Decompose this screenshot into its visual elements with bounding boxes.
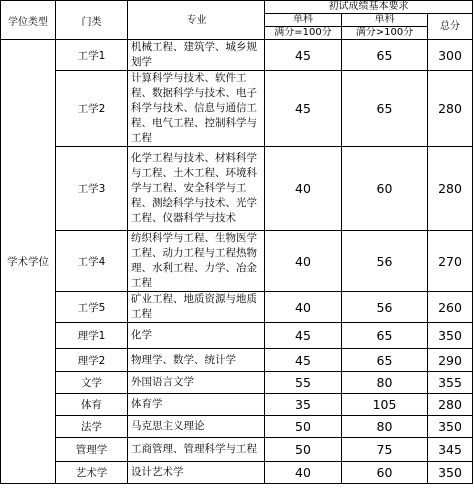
score-100-cell: 50 [265,438,342,462]
score-gt100-cell: 65 [342,71,428,147]
category-cell: 法学 [56,416,128,438]
table-row [1,416,473,438]
table-row [1,462,473,484]
score-gt100-cell: 80 [342,372,428,394]
table-row [1,438,473,462]
score-100-cell: 35 [265,394,342,416]
majors-cell: 体育学 [128,394,265,416]
category-cell: 体育 [56,394,128,416]
category-cell: 工学1 [56,40,128,71]
total-cell: 280 [428,394,473,416]
score-gt100-cell: 105 [342,394,428,416]
score-100-cell: 40 [265,462,342,484]
majors-cell: 机械工程、建筑学、城乡规划学 [128,40,265,71]
category-cell: 理学1 [56,323,128,349]
category-cell: 工学2 [56,71,128,147]
majors-cell: 设计艺术学 [128,462,265,484]
header-single-subject-1: 单科 [265,14,342,27]
total-cell: 350 [428,416,473,438]
category-cell: 工学3 [56,147,128,231]
total-cell: 345 [428,438,473,462]
category-cell: 工学4 [56,231,128,292]
table-row [1,349,473,372]
total-cell: 260 [428,292,473,323]
score-100-cell: 55 [265,372,342,394]
total-cell: 350 [428,323,473,349]
score-100-cell: 45 [265,40,342,71]
score-gt100-cell: 75 [342,438,428,462]
header-single-subject-2: 单科 [342,14,428,27]
category-cell: 工学5 [56,292,128,323]
majors-cell: 马克思主义理论 [128,416,265,438]
score-100-cell: 40 [265,231,342,292]
majors-cell: 计算科学与技术、软件工程、数据科学与技术、电子科学与技术、信息与通信工程、电气工程、控制科学与工程 [128,71,265,147]
table-row [1,40,473,71]
total-cell: 350 [428,462,473,484]
degree-type-cell: 学术学位 [1,40,56,484]
majors-cell: 外国语言文学 [128,372,265,394]
header-requirement-group: 初试成绩基本要求 [265,1,473,14]
majors-cell: 化学工程与技术、材料科学与工程、土木工程、环境科学与工程、安全科学与工程、测绘科学与技术、光学工程、仪器科学与技术 [128,147,265,231]
header-full-score-gt100: 满分>100分 [342,27,428,40]
score-gt100-cell: 60 [342,147,428,231]
header-full-score-100: 满分=100分 [265,27,342,40]
score-gt100-cell: 60 [342,462,428,484]
total-cell: 300 [428,40,473,71]
header-category: 门类 [56,1,128,40]
score-100-cell: 40 [265,292,342,323]
total-cell: 270 [428,231,473,292]
majors-cell: 工商管理、管理科学与工程 [128,438,265,462]
table-row [1,231,473,292]
score-gt100-cell: 56 [342,292,428,323]
majors-cell: 纺织科学与工程、生物医学工程、动力工程与工程热物理、水利工程、力学、冶金工程 [128,231,265,292]
score-100-cell: 50 [265,416,342,438]
total-cell: 280 [428,147,473,231]
header-major: 专业 [128,1,265,40]
majors-cell: 矿业工程、地质资源与地质工程 [128,292,265,323]
total-cell: 290 [428,349,473,372]
table-row [1,292,473,323]
majors-cell: 物理学、数学、统计学 [128,349,265,372]
score-gt100-cell: 65 [342,323,428,349]
majors-cell: 化学 [128,323,265,349]
table-row [1,323,473,349]
header-degree-type: 学位类型 [1,1,56,40]
total-cell: 355 [428,372,473,394]
header-row-1 [1,1,473,14]
header-total: 总分 [428,14,473,40]
score-gt100-cell: 80 [342,416,428,438]
category-cell: 文学 [56,372,128,394]
category-cell: 管理学 [56,438,128,462]
category-cell: 艺术学 [56,462,128,484]
category-cell: 理学2 [56,349,128,372]
score-100-cell: 40 [265,147,342,231]
score-gt100-cell: 65 [342,349,428,372]
table-row [1,394,473,416]
total-cell: 280 [428,71,473,147]
table-row [1,372,473,394]
score-100-cell: 45 [265,71,342,147]
score-gt100-cell: 65 [342,40,428,71]
table-row [1,147,473,231]
table-row [1,71,473,147]
score-gt100-cell: 56 [342,231,428,292]
score-100-cell: 45 [265,349,342,372]
score-100-cell: 45 [265,323,342,349]
